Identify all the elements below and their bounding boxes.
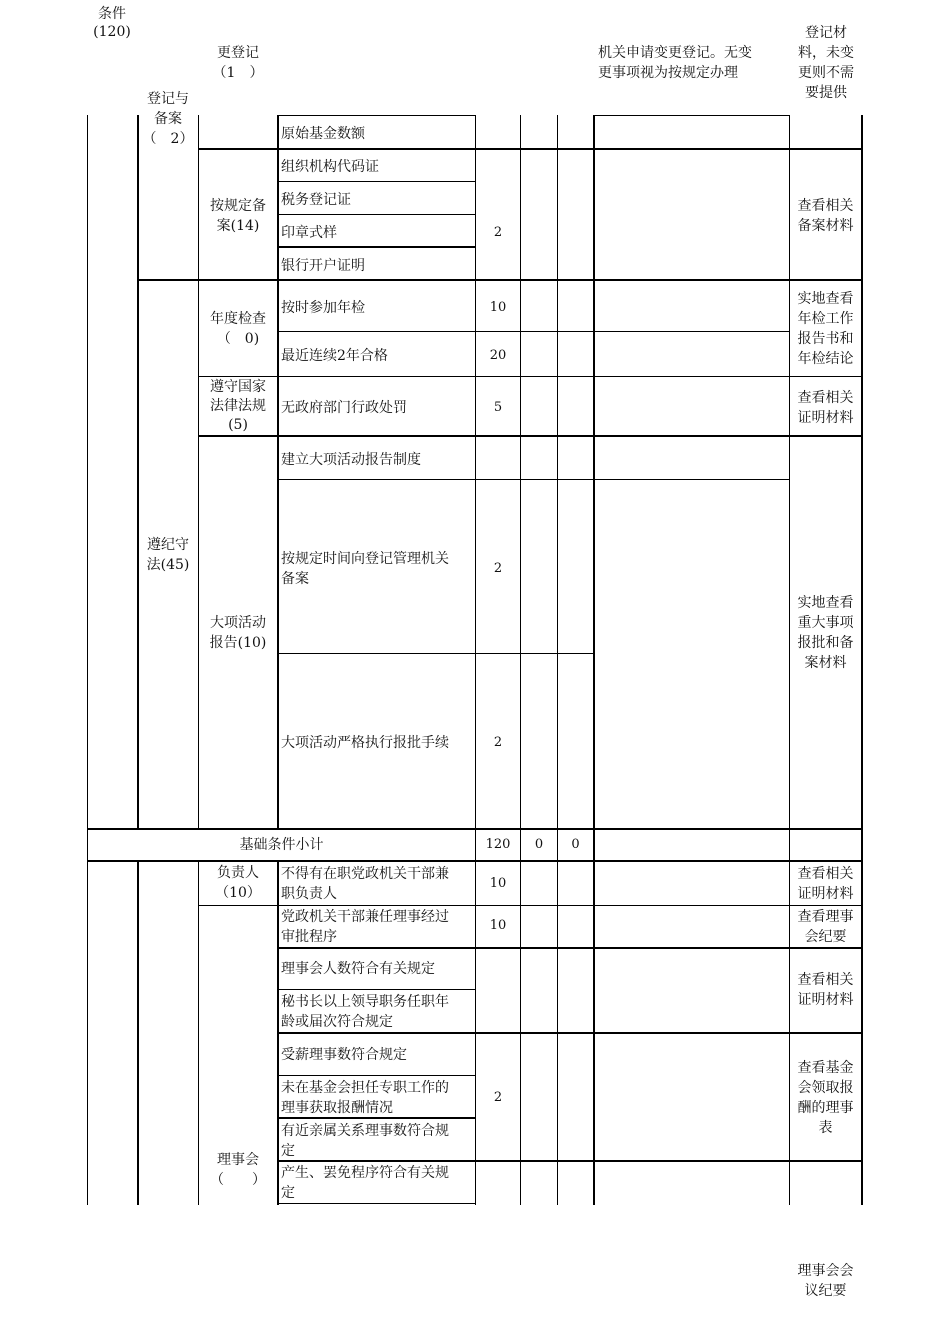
change-registration-label: 更登记 （1 ） xyxy=(212,45,264,81)
item-report-system: 建立大项活动报告制度 xyxy=(281,452,421,468)
council-section-label: 理事会 （ ） xyxy=(210,1152,266,1188)
change-note: 机关申请变更登记。无变 更事项视为按规定办理 xyxy=(598,45,752,81)
score-no-official: 10 xyxy=(489,876,507,891)
compliance-section-label: 遵纪守 法(45) xyxy=(146,537,190,573)
item-original-fund: 原始基金数额 xyxy=(281,126,365,142)
score-seal: 2 xyxy=(493,225,503,240)
score-no-penalty: 5 xyxy=(493,400,503,415)
item-strict-approval: 大项活动严格执行报批手续 xyxy=(281,735,449,751)
item-procedure: 产生、罢免程序符合有关规 定 xyxy=(281,1165,449,1201)
method-remuneration: 查看基金 会领取报 酬的理事 表 xyxy=(797,1060,854,1136)
registration-filing-label: 登记与 备案 （ 2） xyxy=(142,91,194,147)
change-material-note: 登记材 料，未变 更则不需 要提供 xyxy=(798,25,854,101)
item-annual-on-time: 按时参加年检 xyxy=(281,300,365,316)
obey-law-label: 遵守国家 法律法规 (5) xyxy=(210,379,266,433)
annual-check-label: 年度检查 （ 0) xyxy=(210,311,266,347)
subtotal-value-2: 0 xyxy=(571,837,580,852)
item-seal: 印章式样 xyxy=(281,225,337,241)
major-report-label: 大项活动 报告(10) xyxy=(209,615,267,651)
item-org-code: 组织机构代码证 xyxy=(281,159,379,175)
method-filing: 查看相关 备案材料 xyxy=(797,198,854,234)
score-annual-on-time: 10 xyxy=(489,300,507,315)
subtotal-value-1: 0 xyxy=(534,837,544,852)
item-secretary-age: 秘书长以上领导职务任职年 龄或届次符合规定 xyxy=(281,994,449,1030)
item-unpaid-remuneration: 未在基金会担任专职工作的 理事获取报酬情况 xyxy=(281,1080,449,1116)
subtotal-label: 基础条件小计 xyxy=(239,837,324,853)
item-no-penalty: 无政府部门行政处罚 xyxy=(281,400,407,416)
leader-section-label: 负责人 （10） xyxy=(215,865,261,901)
subtotal-score: 120 xyxy=(485,837,511,852)
score-report-on-time: 2 xyxy=(493,561,503,576)
item-council-count: 理事会人数符合有关规定 xyxy=(281,961,435,977)
method-annual: 实地查看 年检工作 报告书和 年检结论 xyxy=(797,291,854,367)
condition-label: 条件 xyxy=(98,6,126,22)
method-law: 查看相关 证明材料 xyxy=(797,390,854,426)
item-two-years-pass: 最近连续2年合格 xyxy=(281,348,388,364)
method-council-cert: 查看相关 证明材料 xyxy=(797,972,854,1008)
score-unpaid-remuneration: 2 xyxy=(493,1090,503,1105)
item-official-approval: 党政机关干部兼任理事经过 审批程序 xyxy=(281,909,449,945)
item-tax-cert: 税务登记证 xyxy=(281,192,351,208)
method-major: 实地查看 重大事项 报批和备 案材料 xyxy=(797,595,854,671)
item-paid-count: 受薪理事数符合规定 xyxy=(281,1047,407,1063)
method-footer-minutes: 理事会会 议纪要 xyxy=(797,1263,854,1299)
item-no-official: 不得有在职党政机关干部兼 职负责人 xyxy=(281,866,449,902)
score-strict-approval: 2 xyxy=(493,735,503,750)
method-leader: 查看相关 证明材料 xyxy=(797,866,854,902)
condition-score: (120) xyxy=(93,24,131,40)
score-official-approval: 10 xyxy=(489,918,507,933)
score-two-years-pass: 20 xyxy=(489,348,507,363)
item-bank: 银行开户证明 xyxy=(281,258,365,274)
method-council-minutes: 查看理事 会纪要 xyxy=(797,909,854,945)
item-relatives: 有近亲属关系理事数符合规 定 xyxy=(281,1123,449,1159)
item-report-on-time: 按规定时间向登记管理机关 备案 xyxy=(281,551,449,587)
filing-rules-label: 按规定备 案(14) xyxy=(210,198,266,234)
